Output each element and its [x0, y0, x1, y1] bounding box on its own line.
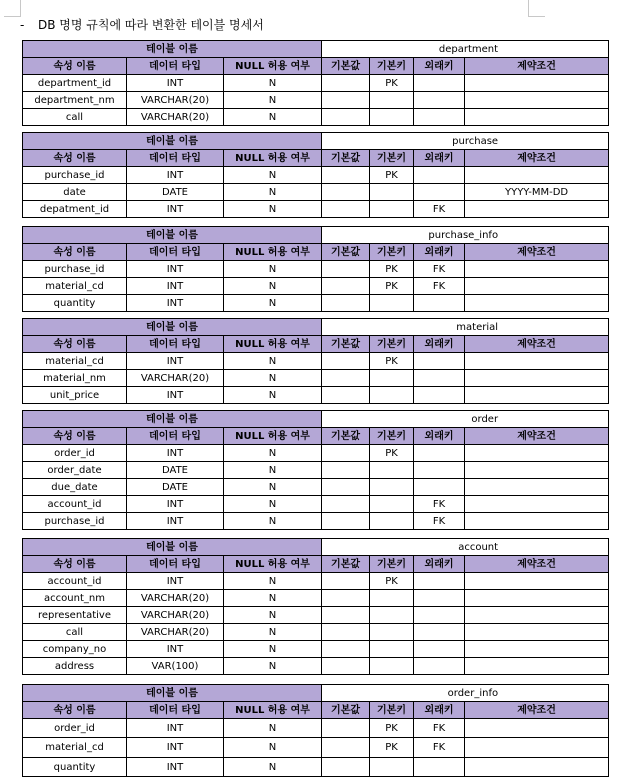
table-cell: PK	[370, 278, 414, 295]
table-cell: INT	[127, 75, 224, 92]
table-cell	[322, 719, 370, 738]
table-row	[23, 75, 609, 92]
table-cell: order_id	[23, 719, 127, 738]
table-cell	[414, 479, 465, 496]
table-cell	[414, 75, 465, 92]
table-cell: N	[224, 479, 322, 496]
table-title-row	[23, 539, 609, 556]
table-cell: N	[224, 370, 322, 387]
table-cell: VAR(100)	[127, 658, 224, 675]
column-header: 데이터 타입	[127, 556, 224, 573]
table-cell	[414, 92, 465, 109]
table-cell	[322, 758, 370, 777]
table-cell: N	[224, 278, 322, 295]
table-cell	[370, 479, 414, 496]
table-cell: PK	[370, 353, 414, 370]
table-cell: PK	[370, 719, 414, 738]
table-cell	[370, 462, 414, 479]
table-cell: unit_price	[23, 387, 127, 404]
table-cell: INT	[127, 573, 224, 590]
table-cell	[322, 278, 370, 295]
table-cell: N	[224, 590, 322, 607]
table-row	[23, 261, 609, 278]
table-cell: account_nm	[23, 590, 127, 607]
table-cell: VARCHAR(20)	[127, 624, 224, 641]
table-cell: PK	[370, 445, 414, 462]
table-cell	[465, 462, 609, 479]
table-cell: PK	[370, 75, 414, 92]
table-cell: VARCHAR(20)	[127, 607, 224, 624]
column-header: 기본키	[370, 58, 414, 75]
table-cell	[370, 624, 414, 641]
table-cell: FK	[414, 738, 465, 758]
table-cell: N	[224, 658, 322, 675]
table-cell: INT	[127, 641, 224, 658]
spec-table-purchase	[22, 132, 609, 218]
table-row	[23, 445, 609, 462]
table-row	[23, 624, 609, 641]
table-cell	[322, 167, 370, 184]
table-row	[23, 109, 609, 126]
column-header: 외래키	[414, 150, 465, 167]
table-cell: N	[224, 201, 322, 218]
column-header: 제약조건	[465, 428, 609, 445]
table-cell: material_nm	[23, 370, 127, 387]
table-row	[23, 496, 609, 513]
table-row	[23, 573, 609, 590]
table-cell	[322, 353, 370, 370]
table-row	[23, 295, 609, 312]
column-header: 속성 이름	[23, 244, 127, 261]
table-name-label: 테이블 이름	[23, 539, 322, 556]
table-cell	[465, 445, 609, 462]
table-cell	[322, 445, 370, 462]
table-row	[23, 641, 609, 658]
table-row	[23, 590, 609, 607]
table-row	[23, 167, 609, 184]
column-header: 속성 이름	[23, 702, 127, 719]
table-cell: order_date	[23, 462, 127, 479]
column-header: 데이터 타입	[127, 150, 224, 167]
table-cell	[465, 479, 609, 496]
column-header: 외래키	[414, 58, 465, 75]
table-cell: N	[224, 513, 322, 530]
table-cell: N	[224, 496, 322, 513]
column-header: 제약조건	[465, 150, 609, 167]
table-cell: due_date	[23, 479, 127, 496]
table-name-value: material	[322, 319, 609, 336]
table-cell: depatment_id	[23, 201, 127, 218]
column-header: 외래키	[414, 428, 465, 445]
column-header-row	[23, 428, 609, 445]
table-cell: N	[224, 75, 322, 92]
table-cell: INT	[127, 201, 224, 218]
table-cell: purchase_id	[23, 167, 127, 184]
table-cell	[414, 658, 465, 675]
table-cell: account_id	[23, 496, 127, 513]
table-cell: INT	[127, 353, 224, 370]
table-cell: DATE	[127, 184, 224, 201]
table-cell	[414, 573, 465, 590]
table-title-row	[23, 411, 609, 428]
column-header: 속성 이름	[23, 428, 127, 445]
column-header-row	[23, 556, 609, 573]
spec-table-material	[22, 318, 609, 404]
column-header: 외래키	[414, 702, 465, 719]
table-cell	[465, 738, 609, 758]
table-cell: quantity	[23, 758, 127, 777]
column-header: 기본키	[370, 244, 414, 261]
table-cell: account_id	[23, 573, 127, 590]
table-cell: N	[224, 92, 322, 109]
table-cell: call	[23, 624, 127, 641]
table-cell: INT	[127, 387, 224, 404]
spec-table-order-info	[22, 684, 609, 777]
table-cell	[322, 75, 370, 92]
column-header: 기본값	[322, 244, 370, 261]
spec-table-purchase-info	[22, 226, 609, 312]
table-cell	[465, 109, 609, 126]
column-header: NULL 허용 여부	[224, 244, 322, 261]
table-cell	[322, 387, 370, 404]
table-cell	[370, 496, 414, 513]
column-header: 기본값	[322, 58, 370, 75]
column-header: 속성 이름	[23, 336, 127, 353]
column-header: 기본값	[322, 556, 370, 573]
table-cell: INT	[127, 445, 224, 462]
table-cell: INT	[127, 295, 224, 312]
table-cell	[414, 167, 465, 184]
column-header: 기본값	[322, 150, 370, 167]
table-cell: N	[224, 184, 322, 201]
table-cell	[322, 738, 370, 758]
table-cell: N	[224, 641, 322, 658]
column-header: 기본키	[370, 150, 414, 167]
table-cell: material_cd	[23, 353, 127, 370]
table-cell: PK	[370, 261, 414, 278]
spec-table-order	[22, 410, 609, 530]
table-cell	[322, 573, 370, 590]
table-cell	[465, 573, 609, 590]
table-row	[23, 278, 609, 295]
table-cell	[322, 496, 370, 513]
table-cell: address	[23, 658, 127, 675]
table-cell: department_nm	[23, 92, 127, 109]
column-header-row	[23, 244, 609, 261]
table-cell	[465, 353, 609, 370]
column-header: 속성 이름	[23, 58, 127, 75]
table-cell: N	[224, 573, 322, 590]
column-header: 외래키	[414, 556, 465, 573]
table-name-label: 테이블 이름	[23, 133, 322, 150]
column-header-row	[23, 58, 609, 75]
table-cell: call	[23, 109, 127, 126]
table-cell	[465, 295, 609, 312]
table-cell: INT	[127, 261, 224, 278]
table-cell: N	[224, 109, 322, 126]
table-cell: INT	[127, 758, 224, 777]
table-cell	[322, 92, 370, 109]
table-cell: representative	[23, 607, 127, 624]
column-header: 속성 이름	[23, 150, 127, 167]
column-header-row	[23, 150, 609, 167]
column-header: 외래키	[414, 244, 465, 261]
table-cell: N	[224, 462, 322, 479]
column-header: 기본키	[370, 428, 414, 445]
column-header: 외래키	[414, 336, 465, 353]
table-cell	[414, 607, 465, 624]
column-header: NULL 허용 여부	[224, 702, 322, 719]
table-cell: order_id	[23, 445, 127, 462]
table-cell	[370, 607, 414, 624]
table-cell	[465, 261, 609, 278]
table-cell: FK	[414, 201, 465, 218]
table-row	[23, 184, 609, 201]
table-cell	[370, 201, 414, 218]
table-row	[23, 758, 609, 777]
table-cell: DATE	[127, 479, 224, 496]
column-header: 제약조건	[465, 556, 609, 573]
column-header-row	[23, 336, 609, 353]
table-cell	[465, 278, 609, 295]
column-header: NULL 허용 여부	[224, 58, 322, 75]
table-cell	[322, 624, 370, 641]
table-cell: N	[224, 738, 322, 758]
table-cell: VARCHAR(20)	[127, 109, 224, 126]
table-cell: N	[224, 607, 322, 624]
table-cell: INT	[127, 167, 224, 184]
table-cell	[322, 462, 370, 479]
heading-text: DB 명명 규칙에 따라 변환한 테이블 명세서	[38, 18, 264, 32]
table-name-label: 테이블 이름	[23, 411, 322, 428]
table-cell	[322, 513, 370, 530]
table-cell: INT	[127, 513, 224, 530]
table-row	[23, 658, 609, 675]
table-cell	[322, 641, 370, 658]
table-row	[23, 370, 609, 387]
table-cell: VARCHAR(20)	[127, 92, 224, 109]
table-cell	[414, 445, 465, 462]
table-cell	[414, 758, 465, 777]
table-cell: DATE	[127, 462, 224, 479]
table-cell	[370, 641, 414, 658]
table-cell: N	[224, 167, 322, 184]
table-cell	[370, 513, 414, 530]
table-cell	[414, 624, 465, 641]
table-cell: N	[224, 624, 322, 641]
table-cell: PK	[370, 738, 414, 758]
table-cell: INT	[127, 496, 224, 513]
table-cell	[465, 92, 609, 109]
table-cell: N	[224, 445, 322, 462]
table-cell	[465, 387, 609, 404]
table-cell: VARCHAR(20)	[127, 590, 224, 607]
table-cell	[465, 201, 609, 218]
table-cell	[465, 75, 609, 92]
spec-table-account	[22, 538, 609, 675]
column-header: NULL 허용 여부	[224, 556, 322, 573]
table-cell	[322, 184, 370, 201]
column-header: 제약조건	[465, 336, 609, 353]
table-cell: INT	[127, 738, 224, 758]
table-cell	[465, 370, 609, 387]
table-cell	[465, 496, 609, 513]
table-row	[23, 479, 609, 496]
table-row	[23, 738, 609, 758]
table-cell	[414, 353, 465, 370]
column-header-row	[23, 702, 609, 719]
table-cell	[322, 370, 370, 387]
table-name-label: 테이블 이름	[23, 685, 322, 702]
column-header: 제약조건	[465, 244, 609, 261]
table-cell: N	[224, 758, 322, 777]
table-cell	[370, 184, 414, 201]
table-cell	[414, 590, 465, 607]
table-cell	[370, 295, 414, 312]
table-cell	[414, 387, 465, 404]
table-cell	[414, 462, 465, 479]
table-cell	[322, 109, 370, 126]
table-cell	[414, 109, 465, 126]
table-name-value: purchase	[322, 133, 609, 150]
table-name-label: 테이블 이름	[23, 41, 322, 58]
table-cell	[465, 719, 609, 738]
table-row	[23, 719, 609, 738]
table-name-label: 테이블 이름	[23, 319, 322, 336]
table-cell	[370, 109, 414, 126]
column-header: 데이터 타입	[127, 428, 224, 445]
table-cell: N	[224, 353, 322, 370]
table-name-value: order_info	[322, 685, 609, 702]
table-name-value: order	[322, 411, 609, 428]
table-cell	[414, 295, 465, 312]
table-cell	[370, 590, 414, 607]
column-header: 기본키	[370, 702, 414, 719]
spec-table-department	[22, 40, 609, 126]
table-cell	[465, 624, 609, 641]
table-cell	[322, 607, 370, 624]
table-cell	[465, 590, 609, 607]
bullet-dash: -	[20, 18, 25, 32]
table-name-label: 테이블 이름	[23, 227, 322, 244]
page-corner-mark-left	[4, 0, 21, 17]
table-row	[23, 92, 609, 109]
table-cell	[322, 295, 370, 312]
table-cell	[370, 370, 414, 387]
table-cell	[322, 590, 370, 607]
table-cell	[465, 758, 609, 777]
table-cell: PK	[370, 573, 414, 590]
table-cell	[414, 370, 465, 387]
table-cell: FK	[414, 496, 465, 513]
column-header: 데이터 타입	[127, 58, 224, 75]
table-cell	[414, 641, 465, 658]
table-row	[23, 607, 609, 624]
table-cell	[465, 658, 609, 675]
table-cell: FK	[414, 719, 465, 738]
table-cell	[465, 641, 609, 658]
table-row	[23, 387, 609, 404]
page-corner-mark-right	[528, 0, 545, 17]
table-cell: company_no	[23, 641, 127, 658]
table-cell: department_id	[23, 75, 127, 92]
table-cell: date	[23, 184, 127, 201]
column-header: 데이터 타입	[127, 702, 224, 719]
table-cell: purchase_id	[23, 261, 127, 278]
table-cell: material_cd	[23, 738, 127, 758]
table-name-value: purchase_info	[322, 227, 609, 244]
column-header: 기본키	[370, 556, 414, 573]
column-header: 기본값	[322, 428, 370, 445]
column-header: 기본값	[322, 336, 370, 353]
column-header: 속성 이름	[23, 556, 127, 573]
table-cell	[370, 758, 414, 777]
table-title-row	[23, 319, 609, 336]
table-cell	[465, 607, 609, 624]
table-title-row	[23, 41, 609, 58]
table-cell: N	[224, 295, 322, 312]
column-header: NULL 허용 여부	[224, 428, 322, 445]
table-cell	[370, 387, 414, 404]
table-cell	[370, 658, 414, 675]
column-header: 기본키	[370, 336, 414, 353]
table-cell: N	[224, 719, 322, 738]
table-title-row	[23, 227, 609, 244]
column-header: 제약조건	[465, 58, 609, 75]
table-cell	[322, 201, 370, 218]
table-cell	[414, 184, 465, 201]
table-cell: N	[224, 261, 322, 278]
column-header: 데이터 타입	[127, 336, 224, 353]
table-cell: YYYY-MM-DD	[465, 184, 609, 201]
table-cell: PK	[370, 167, 414, 184]
table-cell	[322, 261, 370, 278]
table-cell: VARCHAR(20)	[127, 370, 224, 387]
table-row	[23, 201, 609, 218]
table-cell: FK	[414, 278, 465, 295]
table-cell: INT	[127, 719, 224, 738]
table-cell	[322, 479, 370, 496]
table-title-row	[23, 685, 609, 702]
column-header: 데이터 타입	[127, 244, 224, 261]
table-name-value: account	[322, 539, 609, 556]
table-cell	[370, 92, 414, 109]
table-row	[23, 353, 609, 370]
column-header: NULL 허용 여부	[224, 336, 322, 353]
table-cell: quantity	[23, 295, 127, 312]
table-name-value: department	[322, 41, 609, 58]
table-cell: FK	[414, 261, 465, 278]
column-header: 기본값	[322, 702, 370, 719]
table-cell: purchase_id	[23, 513, 127, 530]
table-cell: N	[224, 387, 322, 404]
table-cell: INT	[127, 278, 224, 295]
column-header: NULL 허용 여부	[224, 150, 322, 167]
table-cell	[322, 658, 370, 675]
table-cell	[465, 513, 609, 530]
table-cell: FK	[414, 513, 465, 530]
document-heading	[20, 16, 264, 34]
table-title-row	[23, 133, 609, 150]
table-row	[23, 513, 609, 530]
column-header: 제약조건	[465, 702, 609, 719]
table-row	[23, 462, 609, 479]
table-cell	[465, 167, 609, 184]
table-cell: material_cd	[23, 278, 127, 295]
